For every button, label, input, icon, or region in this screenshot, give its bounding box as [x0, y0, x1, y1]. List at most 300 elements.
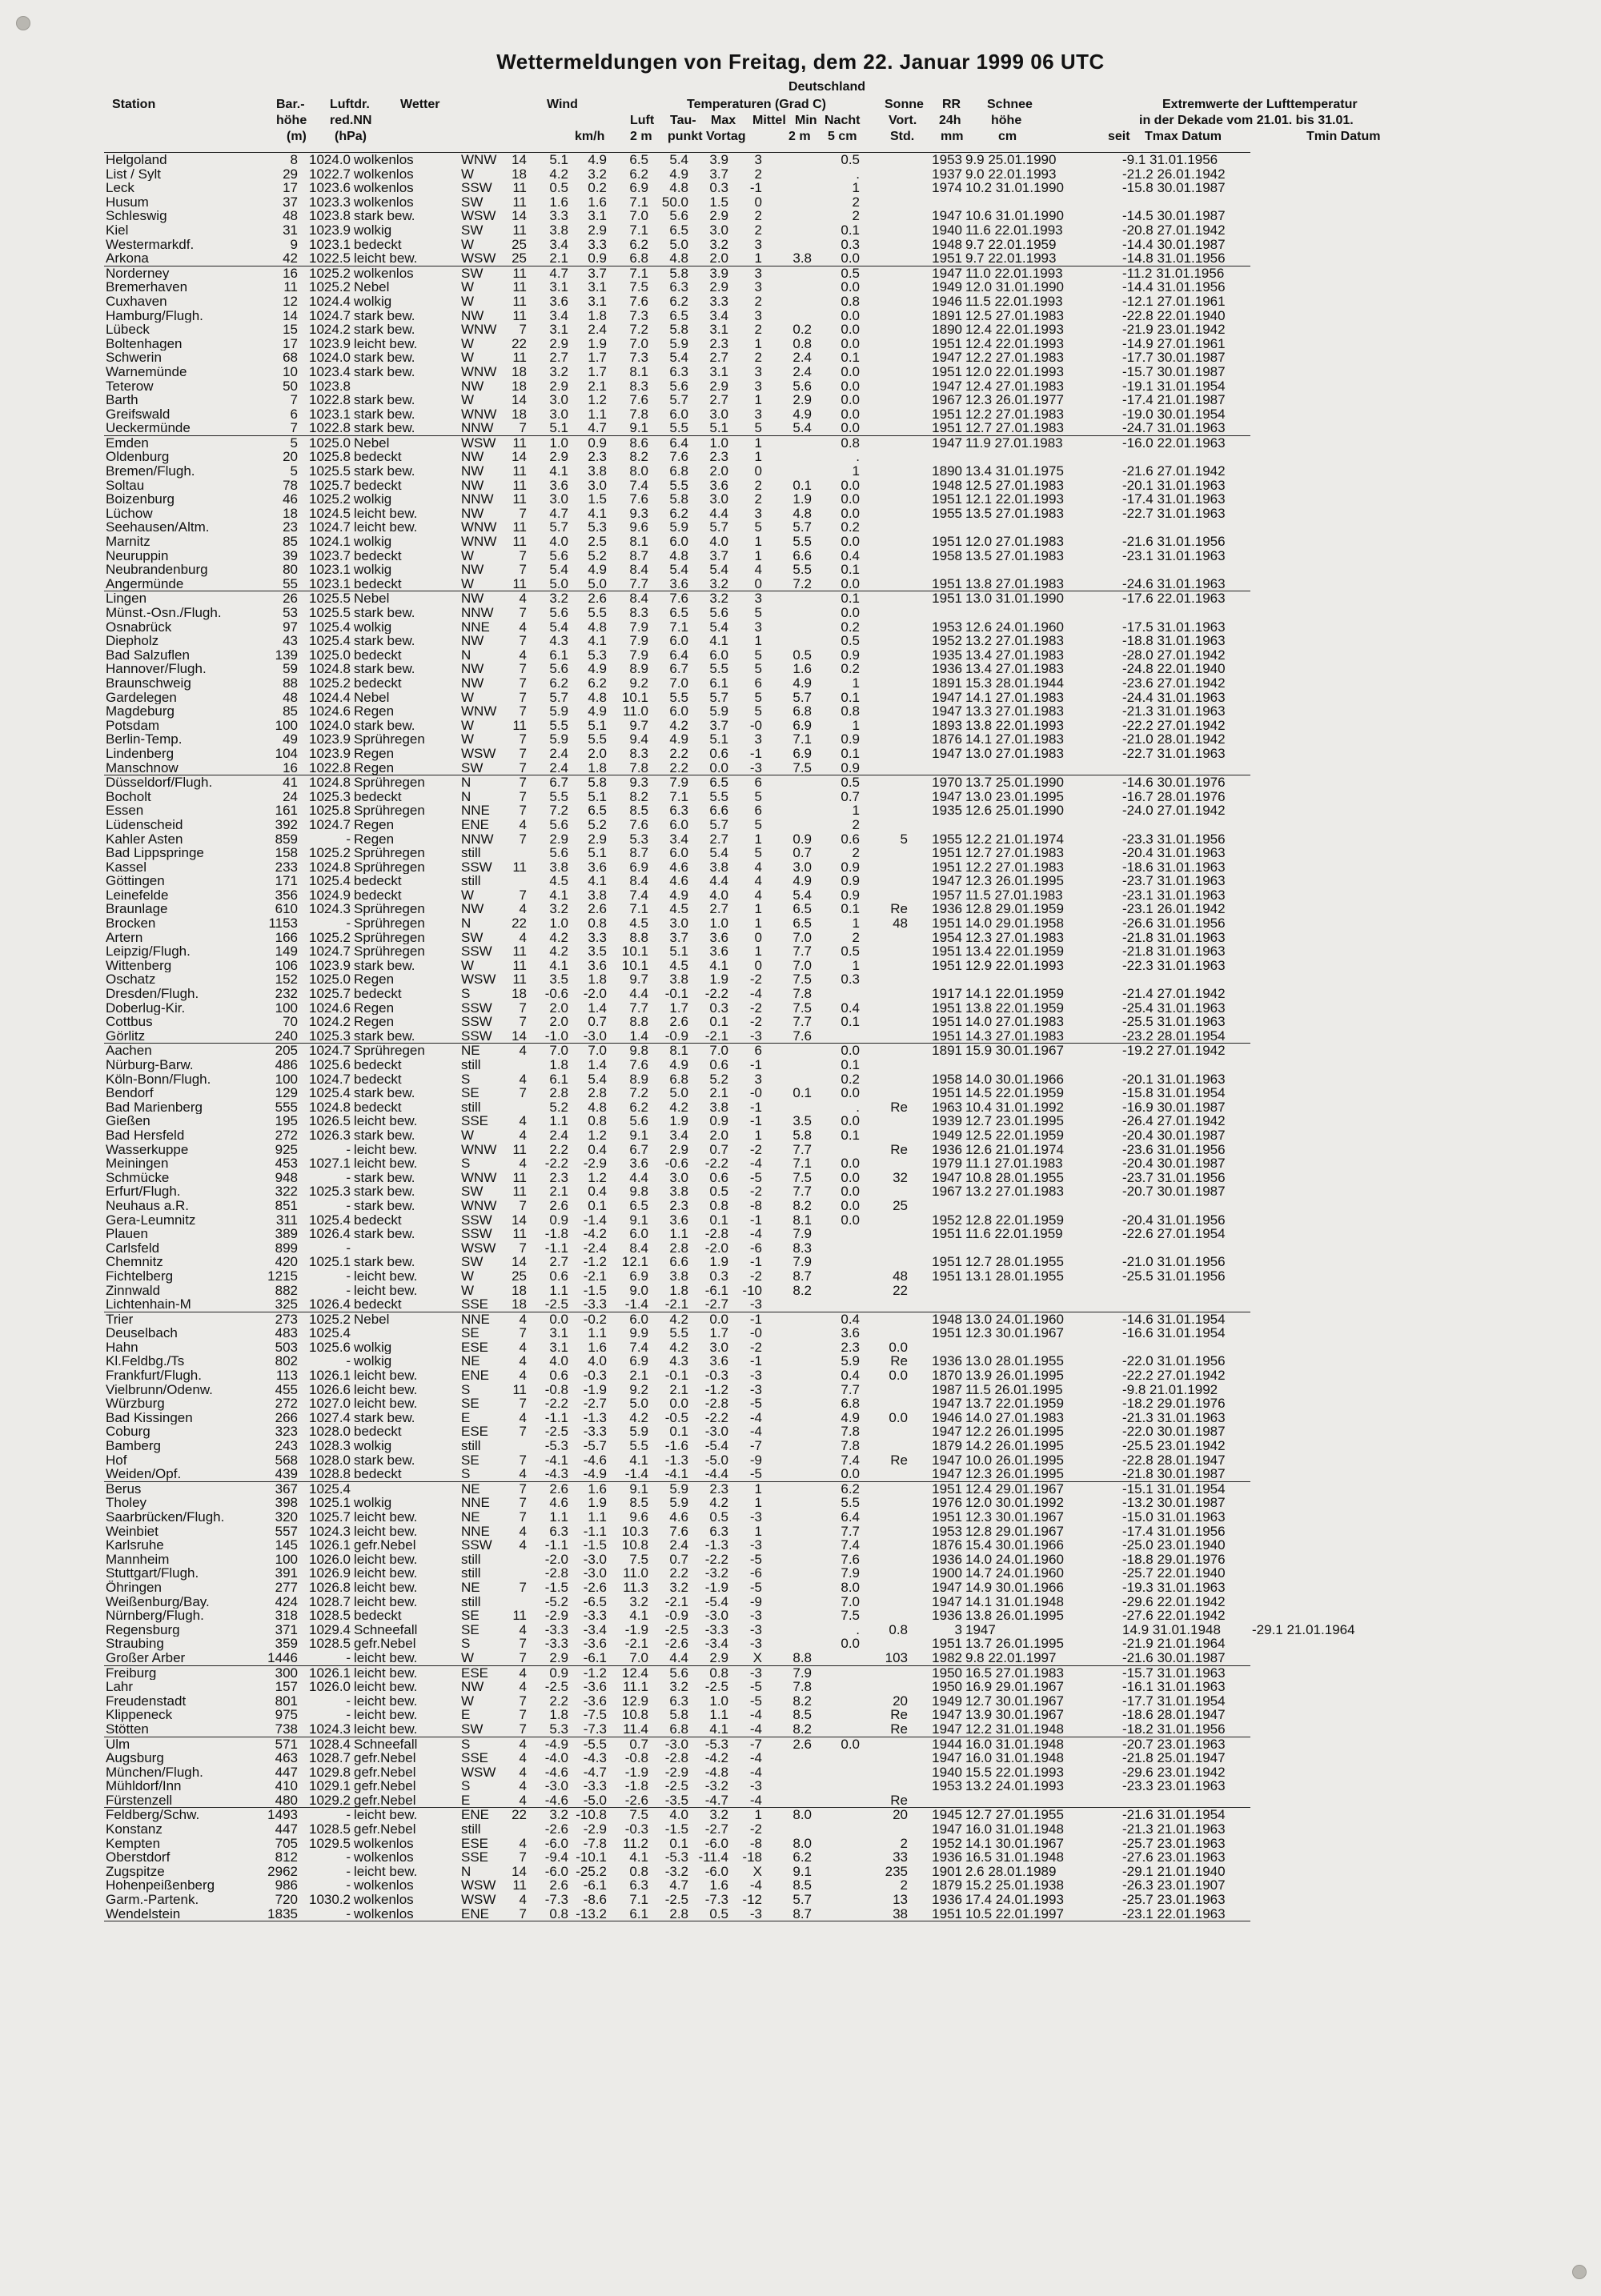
cell-t-nacht: -1	[749, 1058, 762, 1072]
cell-tmax-datum: 15.9 30.01.1967	[965, 1043, 1064, 1058]
cell-sonne: 0.9	[792, 831, 812, 847]
cell-pressure: -	[346, 1198, 351, 1213]
cell-wind-dir: WSW	[461, 435, 496, 451]
cell-tmin-datum: -21.6 31.01.1954	[1122, 1807, 1226, 1823]
cell-tmax-datum: 12.3 26.01.1977	[965, 393, 1064, 407]
cell-tmin-datum: -24.6 31.01.1963	[1121, 577, 1250, 591]
cell-pressure: 1022.8	[299, 761, 352, 775]
cell-station: Leinefelde	[106, 888, 169, 903]
cell-tmax-datum: 13.2 27.01.1983	[965, 634, 1064, 648]
cell-station: Lübeck	[106, 323, 150, 337]
cell-rr	[813, 987, 861, 1001]
cell-weather: wolkig	[354, 294, 392, 309]
cell-t-tau: 2.8	[588, 1086, 607, 1100]
cell-station: Arkona	[104, 251, 261, 266]
cell-t-nacht: -4	[749, 1156, 762, 1171]
cell-t-max: 7.8	[629, 407, 648, 422]
cell-schnee: 38	[861, 1907, 909, 1921]
cell-wind-dir: still	[461, 1439, 481, 1453]
table-row	[104, 1072, 1465, 1087]
cell-rr: 0.0	[841, 478, 860, 493]
cell-t-tau: 1.2	[588, 1170, 607, 1185]
table-row	[104, 959, 1465, 973]
table-row	[104, 1396, 1465, 1411]
cell-t-min: 5.7	[709, 690, 728, 705]
cell-t-luft: 3.3	[549, 209, 568, 223]
cell-t-max: 9.1	[629, 1212, 648, 1228]
cell-weather: wolkenlos	[354, 1878, 414, 1893]
cell-station: Düsseldorf/Flugh.	[106, 775, 213, 790]
cell-t-min: -2.2	[704, 1552, 728, 1567]
cell-t-mittel: 7.6	[669, 450, 688, 465]
cell-tmin-datum: -25.7 22.01.1940	[1122, 1566, 1226, 1581]
cell-t-min: 3.0	[709, 222, 728, 238]
cell-t-min: 5.1	[709, 732, 728, 747]
cell-t-mittel: 4.9	[669, 166, 688, 182]
cell-weather: bedeckt	[354, 1609, 402, 1623]
cell-bar: 14	[283, 308, 298, 323]
cell-station: Cuxhaven	[106, 294, 167, 309]
cell-station: Straubing	[106, 1637, 164, 1651]
table-row	[104, 719, 1465, 733]
cell-t-max: 4.4	[629, 987, 648, 1001]
cell-t-max: 8.0	[629, 464, 648, 479]
cell-t-luft: 6.1	[549, 647, 568, 663]
cell-wind-dir: W	[461, 1283, 475, 1298]
cell-schnee	[861, 295, 909, 309]
cell-seit: 1951	[932, 859, 962, 875]
cell-rr: 0.4	[841, 1368, 860, 1383]
cell-tmax-datum: 11.6 22.01.1993	[965, 222, 1063, 238]
cell-t-mittel: 5.6	[669, 1665, 688, 1681]
cell-t-nacht: -1	[749, 1255, 762, 1269]
cell-weather: wolkenlos	[354, 1893, 414, 1907]
cell-tmin-datum: -21.6 31.01.1956	[1122, 535, 1226, 549]
cell-tmax-datum: 14.7 24.01.1960	[965, 1566, 1064, 1581]
cell-schnee	[861, 1779, 909, 1793]
table-row	[104, 846, 1465, 860]
cell-bar: 272	[275, 1396, 298, 1411]
cell-bar: 17	[283, 336, 298, 351]
cell-bar: 46	[283, 492, 298, 507]
cell-wind-speed	[500, 874, 528, 888]
cell-t-nacht: -2	[749, 1822, 762, 1837]
cell-seit: 1987	[932, 1382, 962, 1397]
cell-tmax-datum	[964, 1793, 1121, 1808]
cell-wind-speed: 11	[512, 492, 527, 507]
cell-bar: 480	[261, 1793, 299, 1808]
cell-t-luft: -4.1	[544, 1453, 568, 1468]
cell-wind-speed: 7	[500, 1651, 528, 1665]
cell-tmin-datum	[1121, 1199, 1250, 1213]
cell-schnee	[861, 1058, 909, 1072]
cell-t-luft: 6.3	[549, 1524, 568, 1539]
cell-t-min: 0.0	[709, 1312, 728, 1327]
cell-station: Köln-Bonn/Flugh.	[106, 1072, 211, 1087]
cell-bar: 158	[275, 846, 298, 860]
cell-wind-dir: SSE	[461, 1114, 489, 1128]
cell-station: Brocken	[106, 916, 156, 931]
cell-pressure: 1022.5	[299, 251, 352, 266]
table-row	[104, 1637, 1465, 1651]
cell-wind-dir: NNW	[461, 831, 494, 847]
cell-t-mittel: 8.1	[669, 1043, 688, 1058]
cell-wind-dir: SSW	[461, 1227, 492, 1241]
cell-t-max: 5.0	[629, 1396, 648, 1411]
cell-t-luft: 5.6	[549, 606, 568, 620]
cell-t-luft: 3.1	[549, 280, 568, 295]
cell-seit	[909, 1340, 964, 1355]
table-row	[104, 761, 1465, 775]
cell-pressure: -	[346, 831, 351, 847]
cell-t-min: 6.5	[709, 775, 728, 790]
cell-tmin-datum: -24.4 31.01.1963	[1122, 690, 1226, 705]
cell-t-tau: 5.4	[588, 1072, 607, 1087]
cell-pressure: 1024.0	[309, 718, 351, 733]
cell-wind-dir: SSW	[461, 859, 492, 875]
cell-t-luft: 7.2	[549, 803, 568, 818]
cell-bar: 53	[283, 606, 298, 620]
cell-t-luft: -4.6	[544, 1765, 568, 1780]
cell-tmin-datum: -14.8 31.01.1956	[1121, 251, 1250, 266]
cell-schnee	[861, 591, 909, 606]
cell-t-nacht: 3	[754, 407, 762, 422]
cell-weather: wolkenlos	[354, 194, 414, 210]
cell-t-mittel: 4.6	[669, 859, 688, 875]
cell-tmax-datum: 13.0 24.01.1960	[965, 1312, 1064, 1327]
cell-t-tau: 5.5	[588, 732, 607, 747]
cell-t-tau: 1.6	[588, 1481, 607, 1497]
cell-station: Schwerin	[106, 351, 162, 365]
cell-t-tau: 4.0	[588, 1354, 607, 1369]
cell-pressure: 1023.7	[309, 548, 351, 563]
cell-schnee	[861, 761, 909, 775]
cell-t-max: 9.7	[629, 718, 648, 733]
table-row	[104, 1255, 1465, 1269]
cell-pressure: 1023.9	[309, 958, 351, 973]
cell-bar: 424	[275, 1594, 298, 1609]
table-row	[104, 916, 1465, 931]
cell-seit: 1947	[932, 209, 962, 223]
cell-rr: 0.2	[841, 520, 860, 535]
cell-t-max: 4.1	[629, 1850, 648, 1865]
cell-wind-dir: S	[461, 987, 471, 1001]
cell-sonne: 7.0	[792, 930, 812, 945]
table-row	[104, 691, 1465, 705]
cell-rr: 0.0	[841, 323, 860, 337]
cell-station: Freiburg	[106, 1665, 157, 1681]
cell-rr: 0.8	[841, 435, 860, 451]
cell-wind-dir: NNW	[459, 421, 500, 435]
cell-wind-dir: SSW	[461, 1538, 492, 1553]
cell-bar: 356	[275, 888, 298, 903]
cell-tmin-datum: -29.1 21.01.1940	[1122, 1864, 1226, 1879]
cell-wind-speed: 18	[512, 364, 527, 379]
cell-pressure: 1024.6	[309, 704, 351, 719]
cell-t-luft: -5.2	[544, 1594, 568, 1609]
cell-t-tau: -0.3	[583, 1368, 607, 1383]
cell-bar: 113	[275, 1368, 298, 1383]
cell-rr: 2	[852, 209, 860, 223]
cell-t-tau: 2.6	[588, 902, 607, 917]
cell-station: Mannheim	[106, 1552, 170, 1567]
cell-schnee	[861, 1044, 909, 1058]
cell-tmin-datum: -16.9 30.01.1987	[1122, 1100, 1226, 1115]
cell-weather: bedeckt	[354, 450, 402, 465]
cell-tmin-datum: -18.8 29.01.1976	[1122, 1552, 1226, 1567]
cell-rr	[813, 1878, 861, 1893]
cell-wind-speed: 7	[519, 1637, 527, 1651]
cell-t-luft: 4.2	[549, 166, 568, 182]
cell-wind-dir: W	[461, 888, 475, 903]
cell-t-luft: 1.8	[549, 1058, 568, 1072]
table-row	[104, 704, 1465, 719]
cell-t-tau: 4.9	[588, 563, 607, 577]
cell-t-nacht: 3	[754, 308, 762, 323]
cell-rr: 0.1	[841, 1058, 860, 1072]
cell-bar: 322	[275, 1184, 298, 1199]
cell-tmax-datum: 14.1 22.01.1959	[965, 987, 1064, 1001]
cell-wind-speed: 4	[519, 1680, 527, 1694]
table-row	[104, 1368, 1465, 1383]
header-t-min-2: 2 m	[788, 130, 811, 143]
cell-wind-speed: 7	[519, 634, 527, 648]
cell-t-luft: 1.1	[549, 1283, 568, 1298]
cell-seit: 1951	[909, 577, 964, 591]
cell-schnee: 2	[900, 1836, 908, 1851]
cell-sonne	[764, 209, 813, 223]
table-row	[104, 181, 1465, 195]
cell-t-max: 7.2	[629, 1086, 648, 1100]
cell-rr: 0.2	[841, 662, 860, 676]
cell-t-mittel: 6.3	[669, 1693, 688, 1709]
cell-t-min: 2.3	[709, 336, 728, 351]
cell-pressure: 1025.0	[309, 435, 351, 451]
cell-rr: 0.7	[841, 789, 860, 804]
cell-t-max: 7.6	[629, 294, 648, 309]
cell-t-mittel: 4.5	[669, 902, 688, 917]
cell-schnee	[861, 1637, 909, 1651]
cell-wind-speed: 11	[512, 478, 527, 493]
cell-t-max: 9.3	[629, 775, 648, 790]
cell-wind-dir: WNW	[461, 520, 497, 535]
table-row	[104, 1722, 1465, 1737]
cell-station: Münst.-Osn./Flugh.	[106, 606, 222, 620]
cell-tmin-datum: -21.6 27.01.1942	[1122, 464, 1226, 479]
cell-weather: stark bew.	[354, 634, 415, 648]
cell-tmax-datum: 13.2 27.01.1983	[965, 1184, 1064, 1199]
cell-wind-dir: S	[461, 1637, 471, 1651]
table-row	[104, 888, 1465, 903]
table-row	[104, 365, 1465, 379]
cell-wind-speed: 7	[519, 675, 527, 691]
cell-weather: stark bew.	[354, 308, 415, 323]
cell-rr	[813, 1779, 861, 1793]
cell-t-luft: 2.9	[549, 831, 568, 847]
cell-t-tau: -3.0	[583, 1566, 607, 1581]
cell-sonne: 2.4	[792, 351, 812, 365]
cell-t-tau: 3.1	[588, 280, 607, 295]
cell-rr: .	[856, 166, 860, 182]
cell-seit: 1951	[932, 1227, 962, 1241]
cell-schnee	[861, 959, 909, 973]
cell-pressure: 1025.4	[309, 619, 351, 635]
cell-wind-speed: 11	[512, 958, 527, 973]
cell-tmax-datum: 13.4 27.01.1983	[965, 662, 1064, 676]
cell-schnee	[861, 379, 909, 394]
cell-station: Bremerhaven	[106, 280, 188, 295]
cell-sonne: 7.5	[792, 1170, 812, 1185]
cell-bar: 152	[275, 972, 298, 988]
cell-station: Kahler Asten	[106, 831, 183, 847]
cell-sonne	[764, 1072, 813, 1087]
cell-wind-speed: 18	[512, 166, 527, 182]
cell-station: Osnabrück	[106, 619, 172, 635]
cell-t-luft: 0.6	[549, 1368, 568, 1383]
cell-tmin-datum	[1121, 450, 1250, 464]
cell-sonne	[764, 775, 813, 790]
cell-t-nacht: -5	[749, 1680, 762, 1694]
cell-t-nacht: -4	[730, 1793, 764, 1808]
cell-t-max: 8.6	[629, 435, 648, 451]
cell-bar: 85	[283, 535, 298, 549]
cell-rr	[813, 1651, 861, 1665]
cell-schnee	[861, 1297, 909, 1312]
cell-weather: bedeckt	[354, 789, 402, 804]
cell-rr: 1	[852, 958, 860, 973]
cell-weather: bedeckt	[354, 874, 402, 888]
cell-t-mittel: 6.0	[669, 846, 688, 860]
cell-tmin-datum	[1121, 563, 1250, 577]
cell-wind-dir: NE	[461, 1481, 480, 1497]
cell-sonne	[764, 1609, 813, 1623]
cell-tmax-datum: 12.4 22.01.1993	[965, 323, 1064, 337]
cell-station: Berlin-Temp.	[106, 732, 183, 747]
cell-sonne: 7.5	[792, 1000, 812, 1016]
cell-seit: 1982	[909, 1651, 964, 1665]
cell-wind-dir: W	[461, 237, 475, 252]
cell-bar: 2962	[267, 1864, 298, 1879]
header-luft-2: red.NN	[330, 114, 372, 127]
cell-t-nacht: 1	[754, 548, 762, 563]
cell-rr: 0.0	[841, 1212, 860, 1228]
cell-tmin-datum	[1121, 761, 1250, 775]
cell-tmax-datum: 12.5 27.01.1983	[965, 308, 1064, 323]
cell-pressure: -	[346, 1807, 351, 1823]
cell-sonne: 6.2	[792, 1850, 812, 1865]
cell-schnee: 0.0	[889, 1368, 908, 1383]
cell-t-mittel: 7.1	[669, 619, 688, 635]
cell-t-luft: -6.0	[544, 1864, 568, 1879]
cell-rr: 0.1	[841, 351, 860, 365]
cell-rr: 2	[852, 194, 860, 210]
cell-seit: 1948	[932, 478, 962, 493]
cell-station: Nürburg-Barw.	[106, 1058, 194, 1072]
cell-schnee: Re	[861, 1793, 909, 1808]
table-row	[104, 1297, 1465, 1312]
cell-t-tau: 5.2	[588, 817, 607, 832]
cell-rr: 6.8	[841, 1396, 860, 1411]
cell-t-max: 0.7	[629, 1737, 648, 1752]
cell-sonne: 7.0	[792, 958, 812, 973]
cell-tmin-datum: -14.9 27.01.1961	[1122, 336, 1226, 351]
cell-t-max: 2.1	[629, 1368, 648, 1383]
cell-t-min: 5.4	[709, 563, 728, 577]
cell-bar: 851	[275, 1198, 298, 1213]
cell-weather: stark bew.	[354, 958, 415, 973]
cell-tmax-datum: 10.2 31.01.1990	[965, 181, 1064, 195]
cell-station: Wittenberg	[106, 958, 172, 973]
cell-pressure: 1026.6	[309, 1382, 351, 1397]
cell-schnee	[861, 1481, 909, 1496]
cell-t-mittel: -3.0	[664, 1737, 688, 1752]
cell-t-max: 7.0	[608, 1651, 650, 1665]
cell-tmax-datum: 12.2 27.01.1983	[965, 859, 1064, 875]
cell-station: Weiden/Opf.	[104, 1467, 261, 1481]
cell-sonne: 5.4	[792, 888, 812, 903]
cell-rr	[813, 1665, 861, 1680]
cell-sonne	[764, 1312, 813, 1326]
cell-weather: Nebel	[354, 1312, 390, 1327]
cell-t-mittel: 3.4	[669, 831, 688, 847]
cell-schnee: 2	[900, 1878, 908, 1893]
cell-t-max: 6.0	[629, 1312, 648, 1327]
cell-t-max: 10.3	[621, 1524, 648, 1539]
cell-tmax-datum: 12.0 31.01.1990	[965, 280, 1064, 295]
cell-t-nacht: 2	[754, 294, 762, 309]
table-row	[104, 1312, 1465, 1326]
cell-t-tau: 4.8	[588, 1100, 607, 1115]
cell-bar: 78	[283, 478, 298, 493]
cell-wind-dir: NNW	[461, 492, 494, 507]
cell-t-luft: -0.6	[544, 987, 568, 1001]
cell-t-mittel: 5.4	[650, 153, 690, 167]
cell-t-min: 3.7	[709, 718, 728, 733]
cell-sonne: 2.9	[792, 393, 812, 407]
cell-t-mittel: -0.1	[664, 1368, 688, 1383]
cell-sonne	[764, 1538, 813, 1553]
cell-station: Leck	[106, 181, 134, 195]
table-row	[104, 1481, 1465, 1496]
cell-rr: 0.1	[841, 563, 860, 577]
cell-sonne: 6.5	[792, 916, 812, 931]
cell-sonne	[764, 1566, 813, 1581]
cell-bar: 171	[275, 874, 298, 888]
cell-t-mittel: 6.2	[669, 294, 688, 309]
cell-wind-dir: N	[461, 916, 471, 931]
cell-wind-dir: E	[459, 1793, 500, 1808]
cell-schnee	[861, 1086, 909, 1100]
cell-tmax-datum: 13.7 26.01.1995	[965, 1637, 1064, 1651]
cell-weather: wolkig	[354, 619, 392, 635]
cell-sonne: 8.2	[792, 1283, 812, 1298]
cell-tmin-datum: -24.8 22.01.1940	[1122, 662, 1226, 676]
cell-t-max: 6.5	[608, 153, 650, 167]
cell-t-mittel: 1.9	[669, 1114, 688, 1128]
cell-seit: 1951	[932, 1510, 962, 1525]
cell-weather: wolkenlos	[354, 1850, 414, 1865]
cell-sonne: 6.9	[792, 746, 812, 761]
cell-sonne	[764, 266, 813, 280]
cell-tmax-datum	[964, 563, 1121, 577]
cell-t-min: -5.3	[704, 1737, 728, 1752]
cell-weather: Regen	[354, 746, 395, 761]
header-region: Deutschland	[788, 80, 866, 94]
cell-t-mittel: 6.0	[669, 535, 688, 549]
cell-tmin-datum: -17.5 31.01.1963	[1122, 619, 1226, 635]
cell-pressure: 1024.7	[309, 944, 351, 959]
cell-wind-dir: W	[461, 294, 475, 309]
